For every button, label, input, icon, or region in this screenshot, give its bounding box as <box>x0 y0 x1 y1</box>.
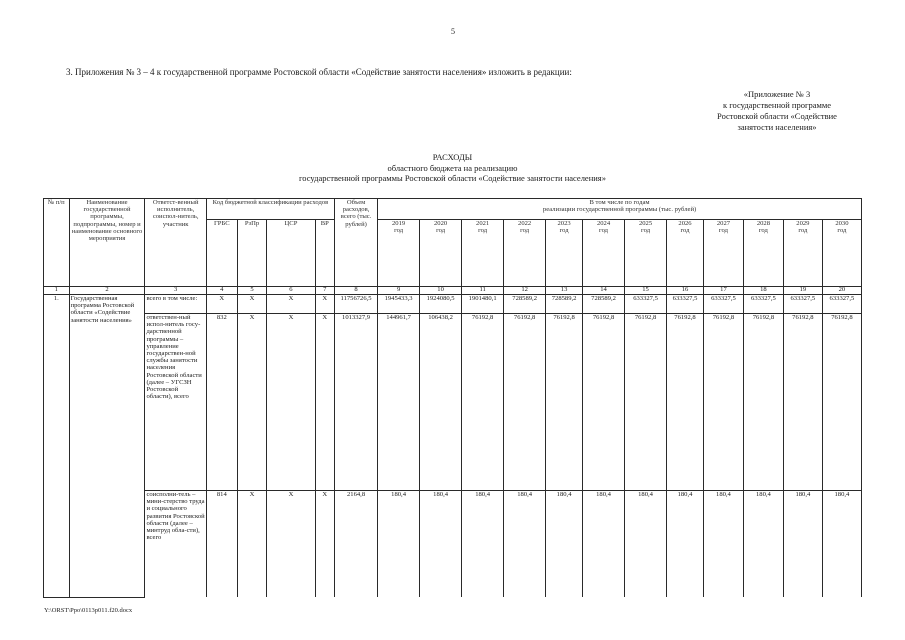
header-years-group <box>378 199 862 220</box>
column-number: 11 <box>462 287 504 295</box>
column-number: 4 <box>206 287 237 295</box>
header-year <box>625 220 667 287</box>
year-value: 1901480,1 <box>462 295 504 314</box>
csr-cell: X <box>267 314 315 491</box>
vr-cell: X <box>315 295 335 314</box>
rzpr-cell: X <box>237 314 267 491</box>
table-row <box>44 314 862 491</box>
year-value: 76192,8 <box>583 314 625 491</box>
column-number: 16 <box>667 287 704 295</box>
header-responsible: Ответст-венный исполнитель, соиспол-нитель, участник <box>145 199 206 287</box>
responsible-cell: ответствен-ный испол-нитель госу-дарственной программы – управление государствен-ной службы занятости населения Ростовской области (далее – УГСЗН Ростовской области), всего <box>145 314 206 491</box>
appendix-note-line: к государственной программе <box>722 100 832 110</box>
year-value: 144961,7 <box>378 314 420 491</box>
year-suffix: год <box>798 227 808 235</box>
year-label: 2022 <box>518 220 532 227</box>
title-line: областного бюджета на реализацию <box>387 162 518 173</box>
responsible-cell: всего в том числе: <box>145 295 206 314</box>
year-value: 106438,2 <box>420 314 462 491</box>
year-suffix: год <box>559 227 569 235</box>
year-suffix: год <box>436 227 446 235</box>
column-number: 1 <box>44 287 70 295</box>
year-label: 2020 <box>434 220 448 227</box>
header-rzpr: РзПр <box>237 220 267 287</box>
grbs-cell: 832 <box>206 314 237 491</box>
csr-cell: X <box>267 491 315 598</box>
appendix-note-line: Ростовской области «Содействие <box>717 111 837 121</box>
year-value: 633327,5 <box>667 295 704 314</box>
page-number: 5 <box>451 27 455 36</box>
responsible-cell: соисполни-тель – мини-стерство труда и социального развития Ростовской области (далее – минтруд обла-сти), всего <box>145 491 206 598</box>
column-number: 17 <box>703 287 743 295</box>
year-label: 2028 <box>756 220 770 227</box>
grbs-cell: 814 <box>206 491 237 598</box>
year-value: 633327,5 <box>822 295 861 314</box>
year-value: 180,4 <box>462 491 504 598</box>
column-number: 12 <box>504 287 546 295</box>
year-value: 180,4 <box>743 491 783 598</box>
year-value: 76192,8 <box>783 314 822 491</box>
column-number: 20 <box>822 287 861 295</box>
vr-cell: X <box>315 314 335 491</box>
vr-cell: X <box>315 491 335 598</box>
year-label: 2024 <box>596 220 611 227</box>
year-value: 180,4 <box>546 491 583 598</box>
header-vr: ВР <box>315 220 335 287</box>
title-line: государственной программы Ростовской области «Содействие занятости населения» <box>299 173 606 183</box>
column-number: 18 <box>743 287 783 295</box>
year-value: 76192,8 <box>703 314 743 491</box>
year-value: 76192,8 <box>462 314 504 491</box>
header-years-line: реализации государственной программы (тыс. рублей) <box>542 206 697 214</box>
year-value: 76192,8 <box>625 314 667 491</box>
program-name: Государственная программа Ростовской области «Содействие занятости населения» <box>69 295 145 598</box>
header-year <box>420 220 462 287</box>
document-title <box>200 152 705 184</box>
year-value: 728589,2 <box>583 295 625 314</box>
year-label: 2021 <box>476 220 490 227</box>
header-budget-code: Код бюджетной классификации расходов <box>206 199 334 220</box>
header-year <box>667 220 704 287</box>
column-number: 3 <box>145 287 206 295</box>
column-number: 13 <box>546 287 583 295</box>
year-value: 1924080,5 <box>420 295 462 314</box>
file-path-footer: Y:\ORST\Ppo\0113p011.f20.docx <box>44 607 133 614</box>
year-suffix: год <box>520 227 530 235</box>
expenses-table <box>43 198 862 598</box>
year-suffix: год <box>758 227 768 235</box>
header-years-line: В том числе по годам <box>589 199 650 206</box>
column-number: 6 <box>267 287 315 295</box>
year-value: 76192,8 <box>546 314 583 491</box>
column-number: 15 <box>625 287 667 295</box>
appendix-note-line: занятости населения» <box>737 122 817 132</box>
year-value: 180,4 <box>583 491 625 598</box>
header-grbs: ГРБС <box>206 220 237 287</box>
year-value: 633327,5 <box>783 295 822 314</box>
year-label: 2027 <box>716 220 731 227</box>
table-row <box>44 295 862 314</box>
year-suffix: год <box>394 227 404 235</box>
year-value: 180,4 <box>667 491 704 598</box>
year-value: 633327,5 <box>743 295 783 314</box>
csr-cell: X <box>267 295 315 314</box>
header-csr: ЦСР <box>267 220 315 287</box>
year-suffix: год <box>599 227 609 235</box>
year-value: 76192,8 <box>667 314 704 491</box>
header-year <box>504 220 546 287</box>
year-value: 180,4 <box>420 491 462 598</box>
header-year <box>822 220 861 287</box>
table-row <box>44 491 862 598</box>
column-number: 7 <box>315 287 335 295</box>
column-number: 14 <box>583 287 625 295</box>
header-row <box>44 199 862 220</box>
year-label: 2019 <box>391 220 406 227</box>
year-value: 180,4 <box>783 491 822 598</box>
column-number: 19 <box>783 287 822 295</box>
column-number: 5 <box>237 287 267 295</box>
year-value: 728589,2 <box>546 295 583 314</box>
header-year <box>743 220 783 287</box>
volume-cell: 2164,8 <box>335 491 378 598</box>
rzpr-cell: X <box>237 295 267 314</box>
column-number: 9 <box>378 287 420 295</box>
column-number: 2 <box>69 287 145 295</box>
year-value: 728589,2 <box>504 295 546 314</box>
year-label: 2023 <box>557 220 571 227</box>
header-num: № п/п <box>44 199 70 287</box>
year-value: 180,4 <box>378 491 420 598</box>
appendix-note <box>686 89 868 133</box>
year-value: 76192,8 <box>743 314 783 491</box>
header-name: Наименование государственной программы, подпрограммы, номер и наименование основного мероприятия <box>69 199 145 287</box>
year-label: 2029 <box>796 220 810 227</box>
header-year <box>783 220 822 287</box>
grbs-cell: X <box>206 295 237 314</box>
year-suffix: год <box>478 227 488 235</box>
year-value: 633327,5 <box>703 295 743 314</box>
year-suffix: год <box>641 227 651 235</box>
year-value: 180,4 <box>703 491 743 598</box>
rzpr-cell: X <box>237 491 267 598</box>
year-label: 2026 <box>678 220 692 227</box>
year-value: 180,4 <box>822 491 861 598</box>
year-value: 180,4 <box>625 491 667 598</box>
header-volume: Объем расходов, всего (тыс. рублей) <box>335 199 378 287</box>
volume-cell: 1013327,9 <box>335 314 378 491</box>
column-numbers-row <box>44 287 862 295</box>
year-label: 2030 <box>835 220 849 227</box>
year-suffix: год <box>718 227 728 235</box>
header-year <box>583 220 625 287</box>
year-value: 633327,5 <box>625 295 667 314</box>
year-value: 76192,8 <box>504 314 546 491</box>
volume-cell: 11756726,5 <box>335 295 378 314</box>
year-value: 1945433,3 <box>378 295 420 314</box>
year-suffix: год <box>837 227 847 235</box>
year-value: 76192,8 <box>822 314 861 491</box>
header-year <box>703 220 743 287</box>
year-label: 2025 <box>638 220 653 227</box>
intro-paragraph: 3. Приложения № 3 – 4 к государственной программе Ростовской области «Содействие занятости населения» изложить в редакции: <box>66 67 572 77</box>
year-suffix: год <box>680 227 690 235</box>
appendix-note-line: «Приложение № 3 <box>743 89 811 99</box>
header-year <box>378 220 420 287</box>
row-number: 1. <box>44 295 70 598</box>
column-number: 10 <box>420 287 462 295</box>
header-year <box>546 220 583 287</box>
title-line: РАСХОДЫ <box>432 152 473 162</box>
year-value: 180,4 <box>504 491 546 598</box>
column-number: 8 <box>335 287 378 295</box>
header-year <box>462 220 504 287</box>
